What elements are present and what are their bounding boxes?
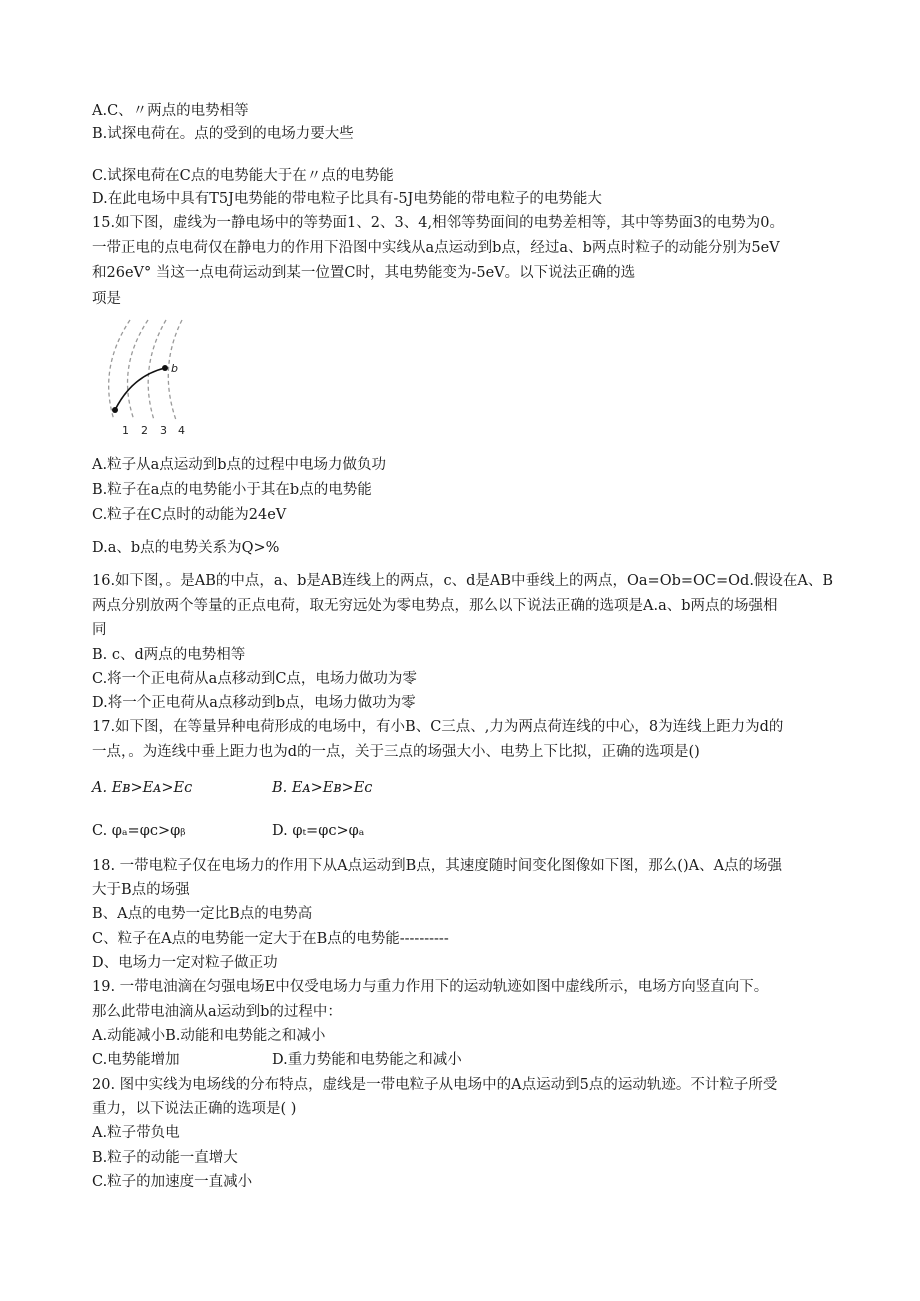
- q15-stem-line-1: 15.如下图，虚线为一静电场中的等势面1、2、3、4,相邻等势面间的电势差相等，其中等势面3的电势为0。: [92, 215, 785, 231]
- q14-option-b: B.试探电荷在。点的受到的电场力要大些: [92, 126, 354, 142]
- q14-option-a: A.C、〃两点的电势相等: [92, 103, 249, 119]
- surface-label-2: 2: [141, 424, 148, 437]
- equipotential-figure: [92, 316, 202, 440]
- q15-option-a: A.粒子从a点运动到b点的过程中电场力做负功: [92, 457, 387, 473]
- q16-option-c: C.将一个正电荷从a点移动到C点，电场力做功为零: [92, 671, 417, 687]
- q19-stem-line-2: 那么此带电油滴从a运动到b的过程中：: [92, 1004, 342, 1020]
- q17-option-a: A. Eʙ>Eᴀ>Eᴄ: [92, 780, 193, 796]
- q19-option-ab: A.动能减小B.动能和电势能之和减小: [92, 1028, 326, 1044]
- trajectory-line: [115, 368, 165, 410]
- point-a-dot: [112, 407, 118, 413]
- q20-stem-line-2: 重力，以下说法正确的选项是( ): [92, 1101, 297, 1117]
- q15-stem-line-3: 和26eV° 当这一点电荷运动到某一位置C时，其电势能变为-5eV。以下说法正确的选: [92, 265, 636, 281]
- q15-stem-line-4: 项是: [92, 291, 121, 307]
- q16-stem-line-1: 16.如下图，。是AB的中点，a、b是AB连线上的两点，c、d是AB中垂线上的两点，Oa=Ob=OC=Od.假设在A、B: [92, 573, 834, 589]
- q15-stem-line-2: 一带正电的点电荷仅在静电力的作用下沿图中实线从a点运动到b点，经过a、b两点时粒子的动能分别为5eV: [92, 240, 780, 256]
- q16-stem-line-3: 同: [92, 622, 107, 638]
- q15-option-c: C.粒子在C点时的动能为24eV: [92, 507, 287, 523]
- equipotential-line-2: [128, 320, 148, 420]
- surface-label-4: 4: [178, 424, 185, 437]
- surface-label-3: 3: [160, 424, 167, 437]
- q17-stem-line-1: 17.如下图，在等量异种电荷形成的电场中，有小B、C三点、,力为两点荷连线的中心，8为连线上距力为d的: [92, 719, 784, 735]
- q14-option-c: C.试探电荷在C点的电势能大于在〃点的电势能: [92, 168, 394, 184]
- q17-stem-line-2: 一点，。为连线中垂上距力也为d的一点，关于三点的场强大小、电势上下比拟，正确的选项是(): [92, 744, 700, 760]
- q20-option-c: C.粒子的加速度一直减小: [92, 1174, 253, 1190]
- q20-stem-line-1: 20. 图中实线为电场线的分布特点，虚线是一带电粒子从电场中的A点运动到5点的运动轨迹。不计粒子所受: [92, 1077, 778, 1093]
- q20-option-b: B.粒子的动能一直增大: [92, 1150, 238, 1166]
- q19-option-d: D.重力势能和电势能之和减小: [272, 1052, 462, 1068]
- q18-option-d: D、电场力一定对粒子做正功: [92, 955, 278, 971]
- q17-option-b: B. Eᴀ>Eʙ>Eᴄ: [272, 780, 373, 796]
- q19-stem-line-1: 19. 一带电油滴在匀强电场E中仅受电场力与重力作用下的运动轨迹如图中虚线所示，电场方向竖直向下。: [92, 979, 769, 995]
- q17-option-c: C. φₐ=φᴄ>φᵦ: [92, 823, 186, 839]
- q16-option-d: D.将一个正电荷从a点移动到b点，电场力做功为零: [92, 695, 416, 711]
- equipotential-line-1: [109, 320, 130, 420]
- q16-option-b: B. c、d两点的电势相等: [92, 647, 246, 663]
- q15-option-d: D.a、b点的电势关系为Q>%: [92, 540, 280, 556]
- q17-option-d: D. φₜ=φᴄ>φₐ: [272, 823, 365, 839]
- q14-option-d: D.在此电场中具有T5J电势能的带电粒子比具有-5J电势能的带电粒子的电势能大: [92, 191, 602, 207]
- q15-option-b: B.粒子在a点的电势能小于其在b点的电势能: [92, 482, 372, 498]
- q18-stem-line-2: 大于B点的场强: [92, 882, 190, 898]
- q18-option-b: B、A点的电势一定比B点的电势高: [92, 906, 313, 922]
- point-b-dot: [162, 365, 168, 371]
- q16-stem-line-2: 两点分别放两个等量的正点电荷，取无穷远处为零电势点，那么以下说法正确的选项是A.a、b两点的场强相: [92, 598, 778, 614]
- surface-label-1: 1: [122, 424, 129, 437]
- q20-option-a: A.粒子带负电: [92, 1125, 180, 1141]
- point-b-label: b: [171, 362, 178, 375]
- q18-option-c: C、粒子在A点的电势能一定大于在B点的电势能----------: [92, 931, 449, 947]
- equipotential-diagram: [92, 316, 202, 440]
- q19-option-c: C.电势能增加: [92, 1052, 180, 1068]
- q18-stem-line-1: 18. 一带电粒子仅在电场力的作用下从A点运动到B点，其速度随时间变化图像如下图，那么()A、A点的场强: [92, 858, 783, 874]
